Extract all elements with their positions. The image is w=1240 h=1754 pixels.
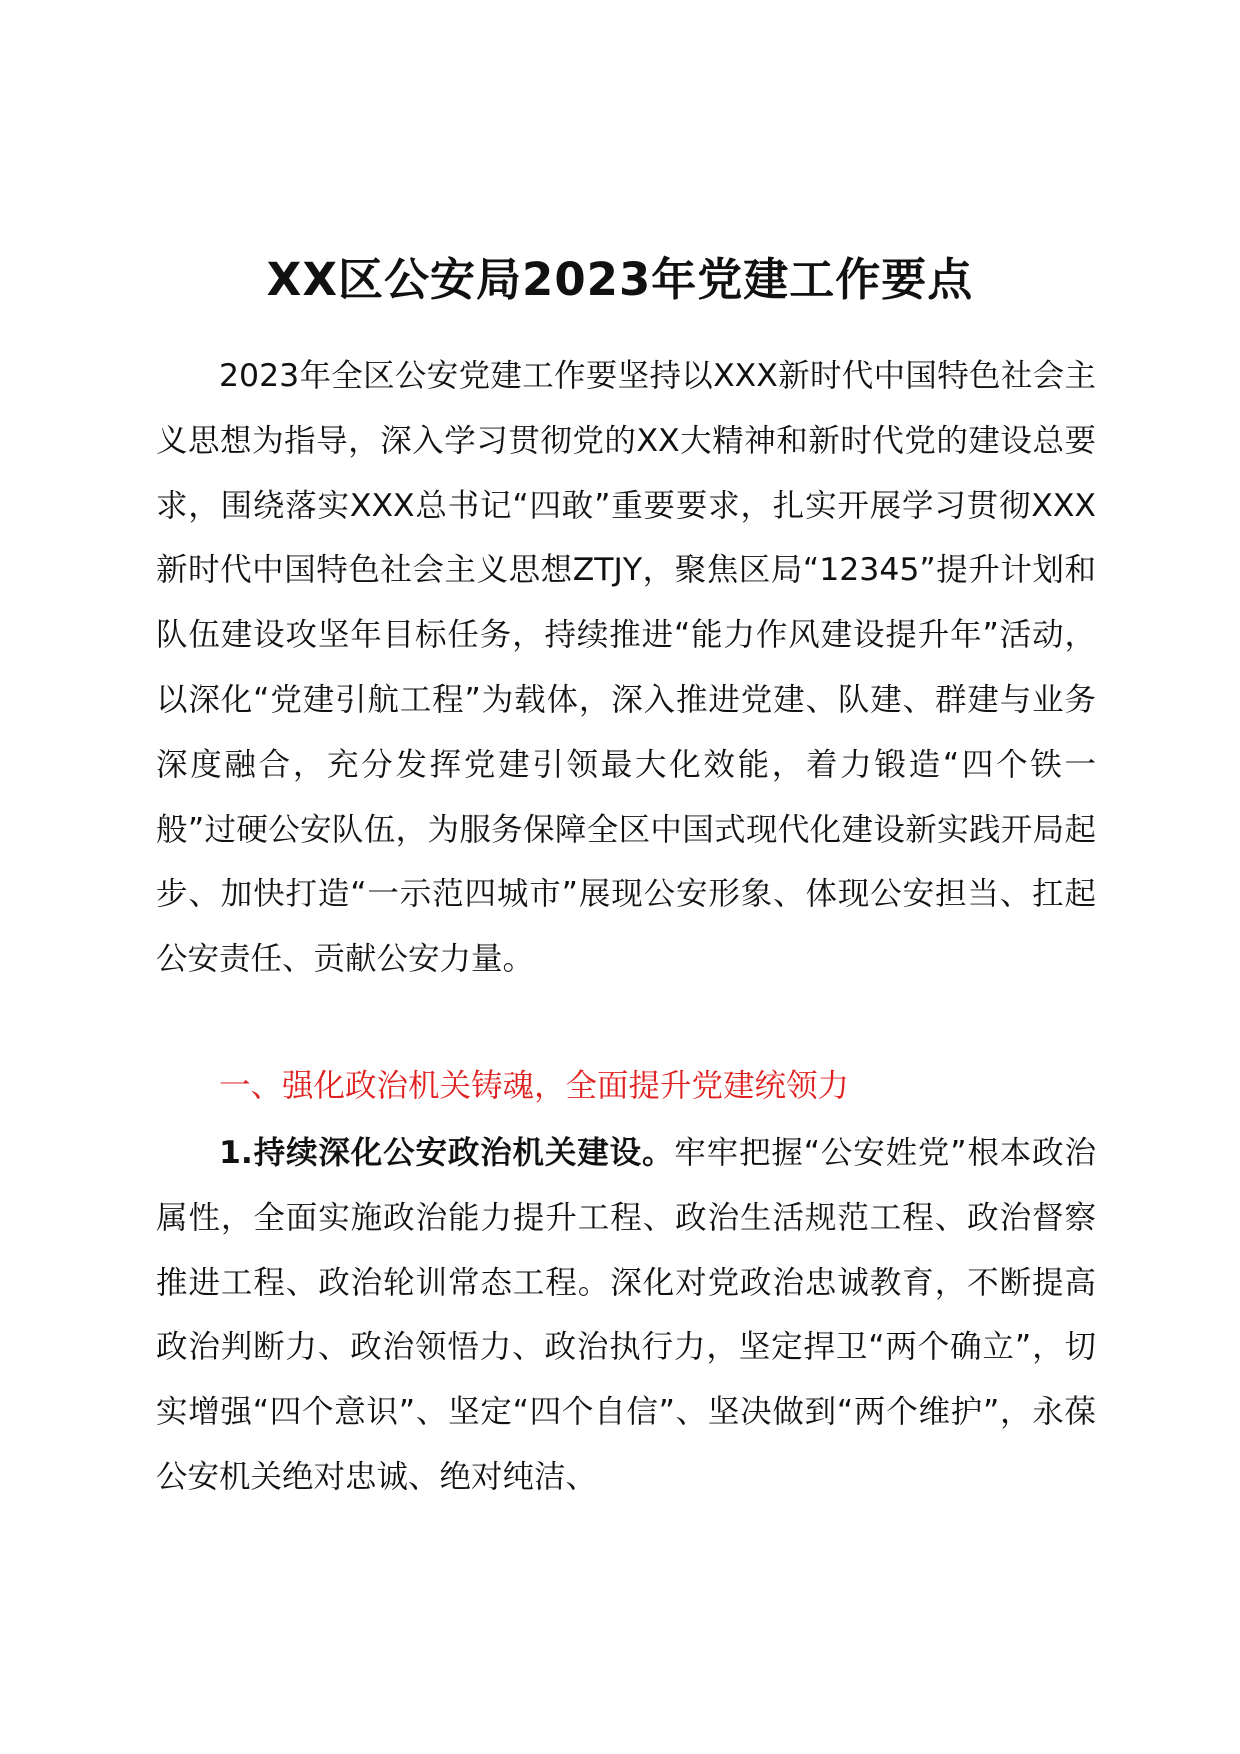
section-1-item-1 (156, 1121, 1096, 1510)
item-1-lead: 1.持续深化公安政治机关建设。 (219, 1135, 675, 1171)
section-1-heading: 一、强化政治机关铸魂，全面提升党建统领力 (219, 1068, 850, 1104)
document-title: XX区公安局2023年党建工作要点 (266, 253, 974, 306)
intro-paragraph: 2023年全区公安党建工作要坚持以XXX新时代中国特色社会主义思想为指导，深入学习贯彻党的XX大精神和新时代党的建设总要求，围绕落实XXX总书记“四敢”重要要求，扎实开展学习贯彻XXX新时代中国特色社会主义思想ZTJY，聚焦区局“12345”提升计划和队伍建设攻坚年目标任务，持续推进“能力作风建设提升年”活动，以深化“党建引航工程”为载体，深入推进党建、队建、群建与业务深度融合，充分发挥党建引领最大化效能，着力锻造“四个铁一般”过硬公安队伍，为服务保障全区中国式现代化建设新实践开局起步、加快打造“一示范四城市”展现公安形象、体现公安担当、扛起公安责任、贡献公安力量。 (156, 358, 1096, 978)
item-1-paragraph (156, 1121, 1096, 1510)
item-1-text: 牢牢把握“公安姓党”根本政治属性，全面实施政治能力提升工程、政治生活规范工程、政治督察推进工程、政治轮训常态工程。深化对党政治忠诚教育，不断提高政治判断力、政治领悟力、政治执行力，坚定捍卫“两个确立”，切实增强“四个意识”、坚定“四个自信”、坚决做到“两个维护”，永葆公安机关绝对忠诚、绝对纯洁、 (156, 1135, 1096, 1495)
intro-section (156, 344, 1096, 992)
